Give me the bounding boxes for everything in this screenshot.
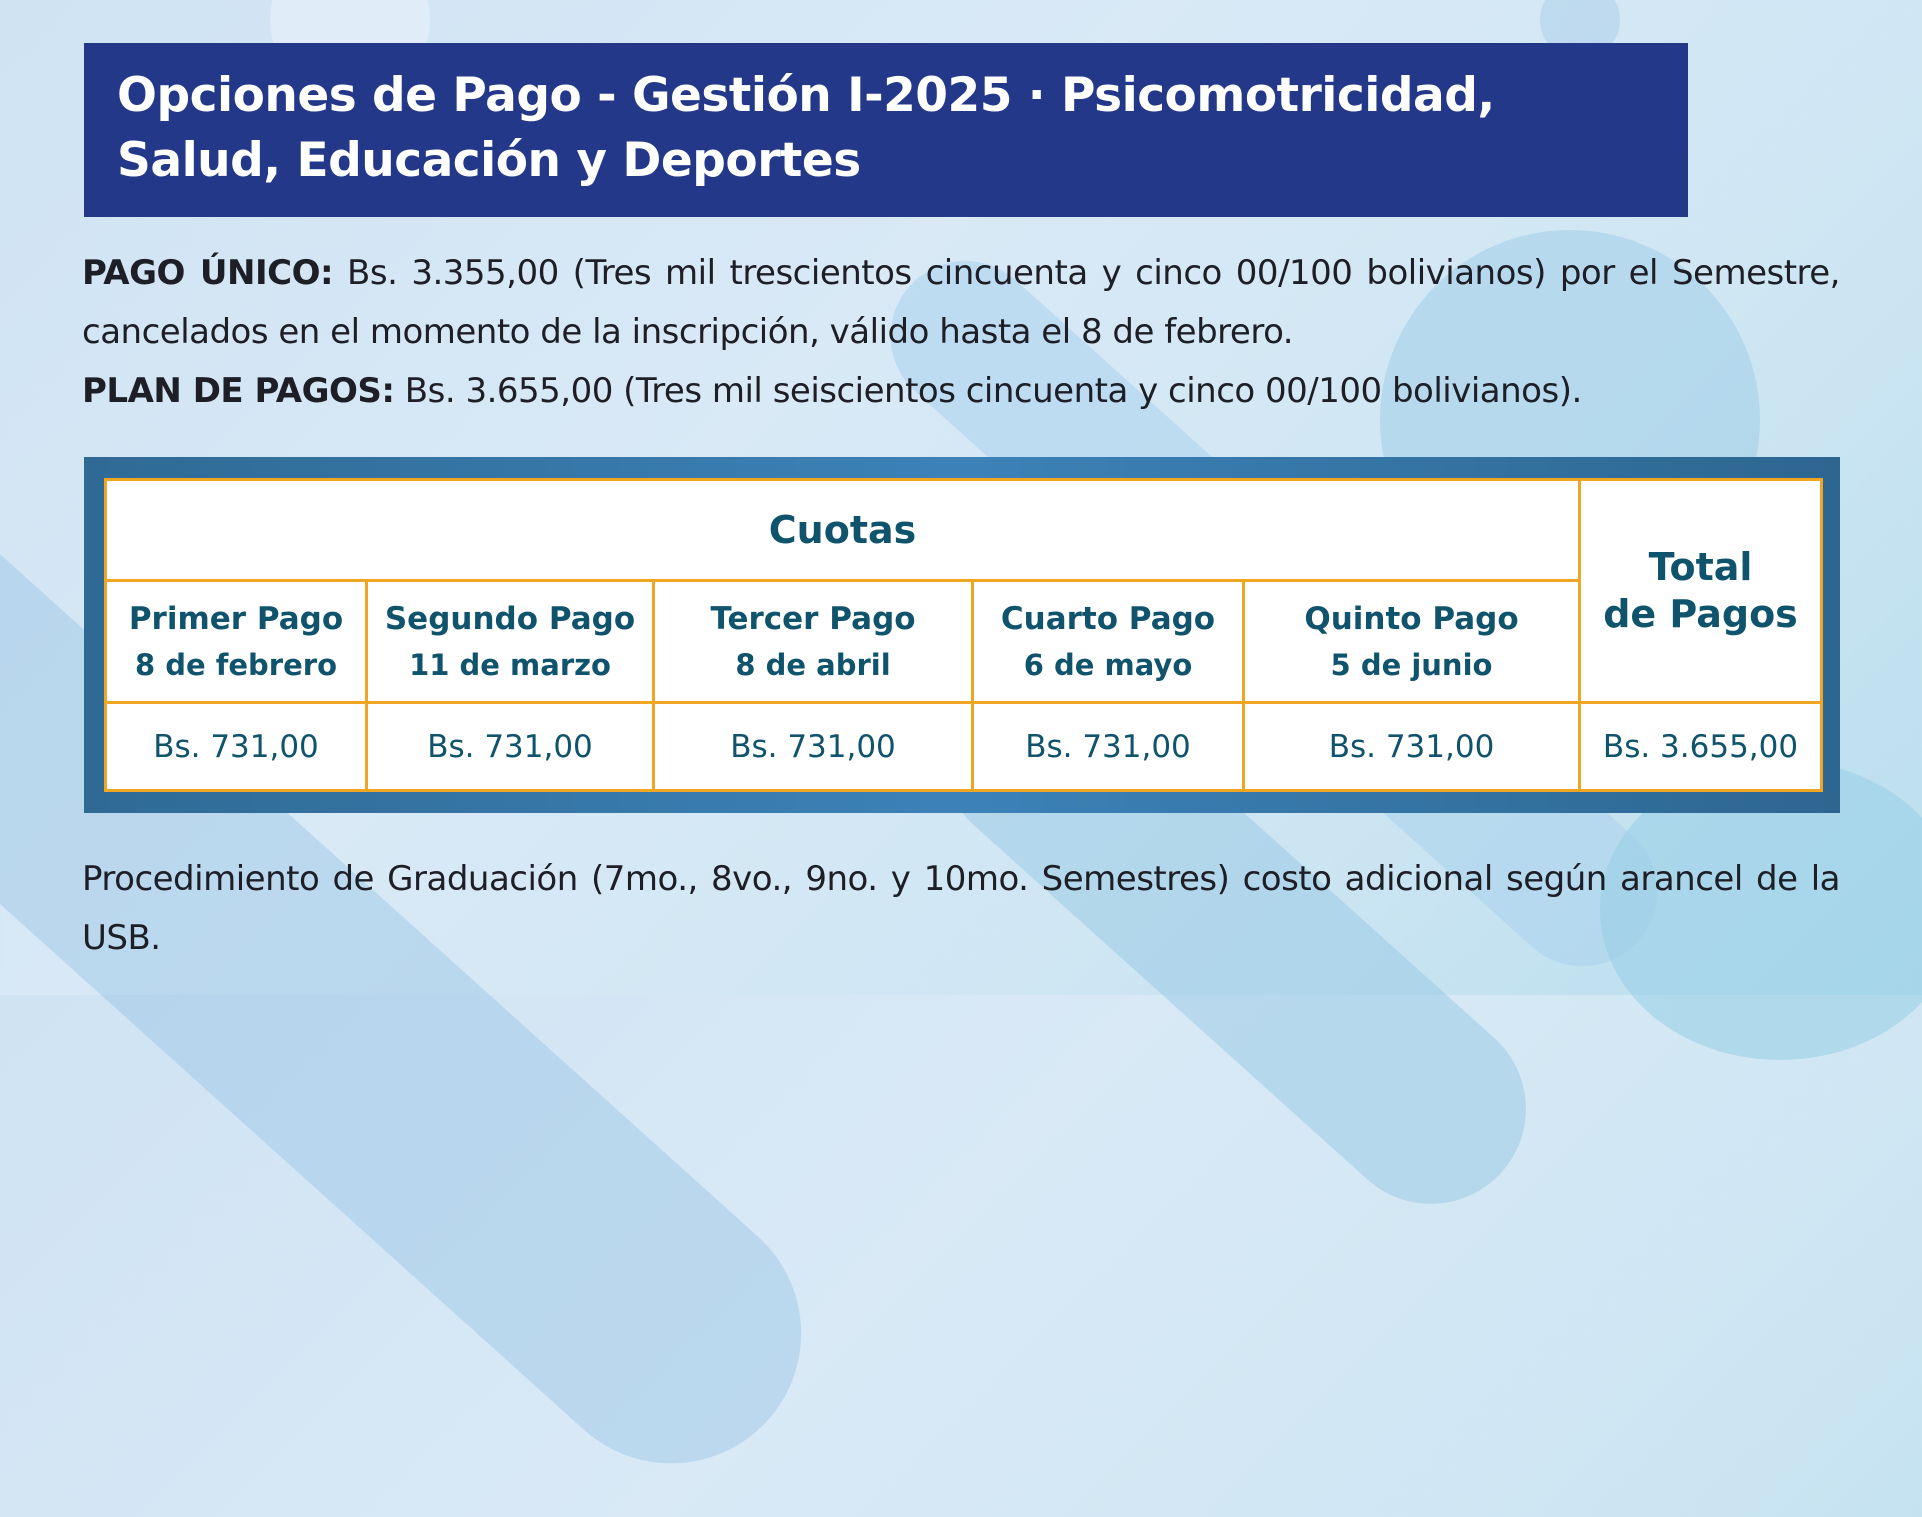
installments-table-frame — [84, 457, 1840, 813]
payment-header — [973, 580, 1244, 703]
single-payment-text: Bs. 3.355,00 (Tres mil trescientos cincuenta y cinco 00/100 bolivianos) por el Semestre, cancelados en el momento de la inscripción, válido hasta el 8 de febrero. — [82, 253, 1840, 352]
payment-plan-text: Bs. 3.655,00 (Tres mil seiscientos cincuenta y cinco 00/100 bolivianos). — [394, 371, 1582, 411]
cuotas-header: Cuotas — [106, 480, 1580, 581]
total-header-line1: Total — [1648, 545, 1753, 590]
payment-name: Tercer Pago — [710, 600, 916, 637]
payment-amount: Bs. 731,00 — [654, 703, 973, 791]
payment-name: Cuarto Pago — [1000, 600, 1216, 637]
payment-date: 8 de febrero — [134, 647, 338, 682]
single-payment-paragraph — [82, 244, 1840, 362]
table-row — [106, 703, 1822, 791]
payment-description — [82, 244, 1840, 421]
payment-date: 11 de marzo — [409, 647, 611, 682]
payment-header — [654, 580, 973, 703]
single-payment-label: PAGO ÚNICO: — [82, 253, 334, 293]
payment-amount: Bs. 731,00 — [1244, 703, 1580, 791]
payment-header — [106, 580, 367, 703]
page-title: Opciones de Pago - Gestión I-2025 · Psicomotricidad, Salud, Educación y Deportes — [117, 68, 1495, 188]
payment-name: Segundo Pago — [384, 600, 636, 637]
payment-plan-paragraph — [82, 362, 1840, 421]
payment-name: Quinto Pago — [1304, 600, 1519, 637]
payment-header — [367, 580, 654, 703]
payment-date: 6 de mayo — [1023, 647, 1193, 682]
payment-name: Primer Pago — [128, 600, 344, 637]
payment-header — [1244, 580, 1580, 703]
graduation-note: Procedimiento de Graduación (7mo., 8vo., 9no. y 10mo. Semestres) costo adicional según arancel de la USB. — [82, 859, 1840, 958]
payment-amount: Bs. 731,00 — [973, 703, 1244, 791]
payment-amount: Bs. 731,00 — [367, 703, 654, 791]
payment-amount: Bs. 731,00 — [106, 703, 367, 791]
payment-plan-label: PLAN DE PAGOS: — [82, 371, 395, 411]
title-banner — [84, 43, 1688, 217]
total-header-line2: de Pagos — [1603, 592, 1798, 637]
total-header — [1580, 480, 1822, 703]
payment-date: 5 de junio — [1330, 647, 1493, 682]
payment-date: 8 de abril — [735, 647, 891, 682]
total-amount: Bs. 3.655,00 — [1580, 703, 1822, 791]
installments-table — [104, 478, 1823, 792]
